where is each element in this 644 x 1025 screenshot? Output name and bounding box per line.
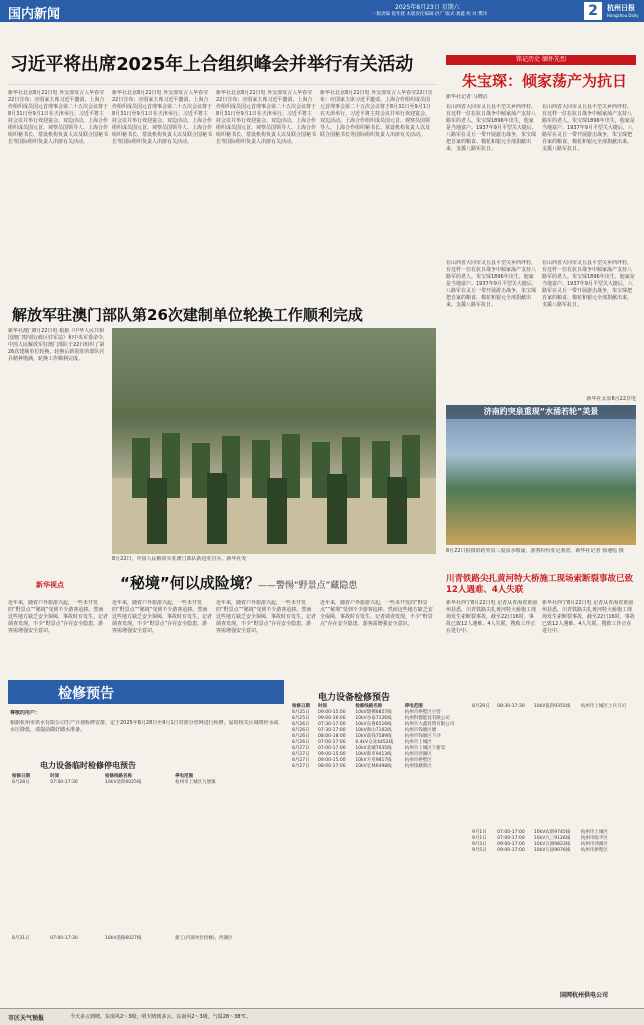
lead-body-col-2: 新华社北京8月22日电 外交部发言人华春莹22日宣布：应国家主席习近平邀请，上海合作组织成员国元首理事会第二十五次会议将于8月31日至9月1日在天津举行。习近平将主持会议并举行欢迎宴会、双边活动。上海合作组织成员国元首、观察员国领导人、上海合作组织秘书长、常设机构负责人以及联合国秘书长等国际组织负责人出席有关活动。 bbox=[112, 90, 212, 145]
cell: 9月1日 bbox=[472, 830, 487, 835]
sidebar-body-col-2: 在山西省大同市灵丘县平型关乡西坪村，有这样一位在抗日战争中倾家荡产支持八路军的老人。朱宝琛1896年出生，他家是当地富户。1937年9月平型关大捷后，八路军在灵丘一带开展游击战争，朱宝琛把自家的粮食、棉花和银元全部捐献出来，支援八路军抗日。 bbox=[542, 104, 635, 152]
cell: 8月31日 bbox=[12, 936, 30, 941]
sidebar-body-col-3: 在山西省大同市灵丘县平型关乡西坪村，有这样一位在抗日战争中倾家荡产支持八路军的老人。朱宝琛1896年出生，他家是当地富户。1937年9月平型关大捷后，八路军在灵丘一带开展游击战争，朱宝琛把自家的粮食、棉花和银元全部捐献出来，支援八路军抗日。 bbox=[446, 260, 537, 308]
spring-caption: 8月22日拍摄的趵突泉三股泉水喷涌，游客纷纷驻足观赏。新华社记者 徐速绘 摄 bbox=[446, 548, 624, 554]
col-header: 检修日期 bbox=[292, 704, 310, 709]
cell: 10kV前钱7589线 bbox=[355, 734, 392, 739]
cell: 09:00-15:00 bbox=[318, 758, 346, 763]
cell: 9月1日 bbox=[472, 836, 487, 841]
page-number-box bbox=[584, 2, 602, 20]
cell: 10kV方亚9817线 bbox=[355, 758, 392, 763]
cell: 杭州市西湖区 bbox=[404, 752, 432, 757]
cell: 杭州市上城区下新景 bbox=[404, 746, 446, 751]
cell: 08:00-17:00 bbox=[318, 764, 346, 769]
cell: 杭州市拱墅区 bbox=[404, 758, 432, 763]
sidebar-kicker: 铭记历史 缅怀先烈 bbox=[516, 56, 566, 63]
table-row bbox=[10, 786, 280, 936]
power-notice-table-right bbox=[470, 704, 636, 854]
page-number: 2 bbox=[588, 3, 598, 19]
cell: 08:30-17:30 bbox=[497, 704, 525, 709]
table-row bbox=[470, 848, 636, 854]
cell: 杭州市拱墅区小营 bbox=[404, 710, 441, 715]
table-row bbox=[470, 710, 636, 830]
cell: 杭州市钱塘区下沙 bbox=[404, 734, 441, 739]
paper-name: 杭州日报 bbox=[607, 4, 635, 12]
railway-body-col-2: 新华社西宁8月22日电 记者从青海省黄南州获悉，川青铁路尖扎黄河特大桥施工现场发生索断裂事故，截至22日16时，事故已致12人遇难、4人失联，搜救工作正在进行中。 bbox=[542, 600, 635, 634]
cell: 10kV清荷6025线 bbox=[105, 780, 142, 785]
cell: 8月29日 bbox=[472, 704, 490, 709]
cell: 07:00-17:00 bbox=[497, 836, 525, 841]
footer-text: 今天多云到晴，东南风2～3级；明天晴到多云，东南风2～3级，气温28～38℃。 bbox=[70, 1014, 252, 1020]
col-header: 检修日期 bbox=[12, 774, 30, 779]
table-row bbox=[290, 764, 466, 770]
macau-headline: 解放军驻澳门部队第26次建制单位轮换工作顺利完成 bbox=[12, 306, 363, 324]
railway-body-col-1: 新华社西宁8月22日电 记者从青海省黄南州获悉，川青铁路尖扎黄河特大桥施工现场发生索断裂事故，截至22日16时，事故已致12人遇难、4人失联，搜救工作正在进行中。 bbox=[446, 600, 538, 634]
col-header: 检修线路名称 bbox=[355, 704, 383, 709]
troops-illustration bbox=[112, 328, 436, 554]
cell: 10kV北城7035线 bbox=[355, 746, 392, 751]
cell: 8月25日 bbox=[292, 716, 310, 721]
cell: 杭州科德能技有限公司 bbox=[404, 716, 450, 721]
cell: 8月28日 bbox=[12, 780, 30, 785]
section-title: 国内新闻 bbox=[8, 7, 61, 22]
cell: 8月27日 bbox=[292, 758, 310, 763]
cell: 09:00-15:00 bbox=[318, 710, 346, 715]
cell: 杭州市大鑫投资有限公司 bbox=[404, 722, 455, 727]
lead-body-col-3: 新华社北京8月22日电 外交部发言人华春莹22日宣布：应国家主席习近平邀请，上海合作组织成员国元首理事会第二十五次会议将于8月31日至9月1日在天津举行。习近平将主持会议并举行欢迎宴会、双边活动。上海合作组织成员国元首、观察员国领导人、上海合作组织秘书长、常设机构负责人以及联合国秘书长等国际组织负责人出席有关活动。 bbox=[216, 90, 316, 145]
cell: 8月26日 bbox=[292, 734, 310, 739]
sidebar-dateline: 新华社太原8月22日电 bbox=[586, 396, 636, 402]
footer-bar bbox=[0, 1008, 644, 1025]
cell: 杭州市上城区 bbox=[580, 830, 608, 835]
cell: 10kV五洲9823线 bbox=[533, 842, 571, 847]
cell: 9月3日 bbox=[472, 842, 487, 847]
col-header: 停电范围 bbox=[404, 704, 423, 709]
section-header bbox=[0, 0, 644, 22]
cell: 杭州市钱塘区塘 bbox=[404, 728, 437, 733]
cell: 08:00-18:00 bbox=[318, 734, 346, 739]
sidebar-body-col-1: 在山西省大同市灵丘县平型关乡西坪村，有这样一位在抗日战争中倾家荡产支持八路军的老人。朱宝琛1896年出生，他家是当地富户。1937年9月平型关大捷后，八路军在灵丘一带开展游击战争，朱宝琛把自家的粮食、棉花和银元全部捐献出来，支援八路军抗日。 bbox=[446, 104, 537, 152]
cell: 杭州市上城区 bbox=[404, 740, 432, 745]
cell: 10kV新市9413线 bbox=[355, 752, 392, 757]
table-row bbox=[10, 936, 280, 942]
col-header: 时间 bbox=[50, 774, 60, 779]
cell: 杭州市临平区 bbox=[580, 836, 608, 841]
macau-troops-photo bbox=[112, 328, 436, 554]
cell: 10kV谷泰7126线 bbox=[355, 716, 392, 721]
cell: 09:00-17:00 bbox=[497, 842, 525, 847]
railway-headline: 川青铁路尖扎黄河特大桥施工现场索断裂事故已致12人遇难、4人失联 bbox=[446, 574, 634, 595]
notice-water-table-title: 电力设备临时检修停电预告 bbox=[40, 761, 136, 770]
feature-body-col-1: 近年来，随着户外旅游兴起，一些未开发的“野景点”“秘境”受到不少游客追捧。然而这些地方缺乏安全保障，事故时有发生。记者调查发现，不少“野景点”存在安全隐患，游客需增强安全意识。 bbox=[8, 600, 108, 634]
cell: 10kV宏林6498线 bbox=[355, 764, 392, 769]
macau-caption: 8月22日，中国人民解放军驻澳门部队新进驻官兵。新华社发 bbox=[112, 556, 247, 562]
spring-photo-label: 济南趵突泉重现“水涌若轮”美景 bbox=[483, 407, 599, 416]
cell: 07:00-17:30 bbox=[50, 780, 78, 785]
spring-photo-label-bar bbox=[446, 405, 636, 419]
feature-kicker: 新华视点 bbox=[36, 581, 64, 589]
cell: 07:30-17:00 bbox=[318, 722, 346, 727]
cell: 10kV新山7102线 bbox=[355, 728, 392, 733]
notice-water-table bbox=[10, 774, 280, 942]
cell: 10kV夏荷9355线 bbox=[533, 704, 571, 709]
header-editors: 一版责编 倪冬建 本版责任编辑:洪广 版式:龚鑫 校 对:樊玲 bbox=[372, 12, 488, 17]
col-header: 时间 bbox=[318, 704, 327, 709]
cell: 8月26日 bbox=[292, 740, 310, 745]
feature-body-col-4: 近年来，随着户外旅游兴起，一些未开发的“野景点”“秘境”受到不少游客追捧。然而这些地方缺乏安全保障，事故时有发生。记者调查发现，不少“野景点”存在安全隐患，游客需增强安全意识。 bbox=[320, 600, 433, 627]
cell: 10kV东鲁6516线 bbox=[355, 722, 392, 727]
lead-body-col-4: 新华社北京8月22日电 外交部发言人华春莹22日宣布：应国家主席习近平邀请，上海合作组织成员国元首理事会第二十五次会议将于8月31日至9月1日在天津举行。习近平将主持会议并举行欢迎宴会、双边活动。上海合作组织成员国元首、观察员国领导人、上海合作组织秘书长、常设机构负责人以及联合国秘书长等国际组织负责人出席有关活动。 bbox=[320, 90, 433, 138]
feature-headline: “秘境”何以成险境？ bbox=[120, 574, 260, 592]
cell: 8月26日 bbox=[292, 722, 310, 727]
lead-body-col-1: 新华社北京8月22日电 外交部发言人华春莹22日宣布：应国家主席习近平邀请，上海合作组织成员国元首理事会第二十五次会议将于8月31日至9月1日在天津举行。习近平将主持会议并举行欢迎宴会、双边活动。上海合作组织成员国元首、观察员国领导人、上海合作组织秘书长、常设机构负责人以及联合国秘书长等国际组织负责人出席有关活动。 bbox=[8, 90, 108, 145]
cell: 09:00-17:00 bbox=[497, 848, 525, 853]
cell: 杭州市西湖区 bbox=[580, 842, 608, 847]
cell: 8月27日 bbox=[292, 752, 310, 757]
cell: 8月27日 bbox=[292, 746, 310, 751]
sidebar-kicker-bar bbox=[446, 55, 636, 65]
sidebar-byline: 新华社记者 马晓洁 bbox=[446, 94, 488, 100]
cell: 杭州市拱墅区 bbox=[580, 848, 608, 853]
cell: 0.4kV众亚4452线 bbox=[355, 740, 394, 745]
power-notice-title: 电力设备检修预告 bbox=[318, 693, 391, 703]
cell: 07:00-17:00 bbox=[497, 830, 525, 835]
cell: 09:00-16:00 bbox=[318, 716, 346, 721]
sidebar-headline: 朱宝琛：倾家荡产为抗日 bbox=[462, 72, 628, 90]
footer-label: 市区天气预报 bbox=[8, 1015, 45, 1022]
cell: 07:00-17:00 bbox=[318, 746, 346, 751]
cell: 杭州市上城区上兵马司 bbox=[580, 704, 626, 709]
spring-photo bbox=[446, 405, 636, 545]
power-company-sign: 国网杭州供电公司 bbox=[560, 992, 609, 999]
col-header: 检修线路名称 bbox=[105, 774, 133, 779]
col-header: 停电范围 bbox=[175, 774, 194, 779]
cell: 9月5日 bbox=[472, 848, 487, 853]
notice-banner-title: 检修预告 bbox=[58, 686, 114, 702]
header-date: 2025年8月23日 星期六 bbox=[395, 4, 460, 11]
cell: 建工(内部单位检修)，西湖区 bbox=[175, 936, 233, 941]
cell: 8月26日 bbox=[292, 728, 310, 733]
cell: 8月27日 bbox=[292, 764, 310, 769]
notice-water-body: 根据杭州市供水有限公司生产计划检修安排，定于2025年8月28日至9月1日对部分管网进行检修，届时相关区域将停水或水压降低，请提前做好储水准备。 bbox=[10, 720, 279, 733]
sidebar-body-col-4: 在山西省大同市灵丘县平型关乡西坪村，有这样一位在抗日战争中倾家荡产支持八路军的老人。朱宝琛1896年出生，他家是当地富户。1937年9月平型关大捷后，八路军在灵丘一带开展游击战争，朱宝琛把自家的粮食、棉花和银元全部捐献出来，支援八路军抗日。 bbox=[542, 260, 635, 308]
cell: 10kV万固9076线 bbox=[533, 848, 571, 853]
cell: 10kV逍路6027线 bbox=[105, 936, 142, 941]
cell: 07:00-17:00 bbox=[318, 740, 346, 745]
lead-headline: 习近平将出席2025年上合组织峰会并举行有关活动 bbox=[10, 54, 413, 75]
cell: 8月25日 bbox=[292, 710, 310, 715]
power-notice-table bbox=[290, 704, 466, 770]
paper-subtitle: Hangzhou Daily bbox=[607, 13, 639, 18]
feature-body-col-3: 近年来，随着户外旅游兴起，一些未开发的“野景点”“秘境”受到不少游客追捧。然而这些地方缺乏安全保障，事故时有发生。记者调查发现，不少“野景点”存在安全隐患，游客需增强安全意识。 bbox=[216, 600, 316, 634]
cell: 09:00-15:00 bbox=[318, 752, 346, 757]
cell: 07:30-17:00 bbox=[318, 728, 346, 733]
cell: 10kV九三9126线 bbox=[533, 836, 571, 841]
cell: 10kV建佛6857线 bbox=[355, 710, 392, 715]
notice-water-label: 尊敬的用户： bbox=[10, 710, 41, 716]
cell: 杭州钱塘新区 bbox=[404, 764, 432, 769]
cell: 07:00-17:30 bbox=[50, 936, 78, 941]
macau-body: 新华社澳门8月22日电 根据《中华人民共和国澳门特别行政区驻军法》和中央军委命令，中国人民解放军驻澳门部队于22日组织了第26次建制单位轮换。轮换后新进驻的部队官兵精神饱满，轮换工作顺利完成。 bbox=[8, 328, 108, 362]
divider bbox=[8, 84, 436, 85]
notice-banner bbox=[8, 680, 284, 704]
feature-body-col-2: 近年来，随着户外旅游兴起，一些未开发的“野景点”“秘境”受到不少游客追捧。然而这些地方缺乏安全保障，事故时有发生。记者调查发现，不少“野景点”存在安全隐患，游客需增强安全意识。 bbox=[112, 600, 212, 634]
cell: 杭州市上城区九堡镇 bbox=[175, 780, 216, 785]
feature-subhead: ——警惕“野景点”藏隐患 bbox=[258, 581, 358, 591]
cell: 10kV农新9745线 bbox=[533, 830, 571, 835]
